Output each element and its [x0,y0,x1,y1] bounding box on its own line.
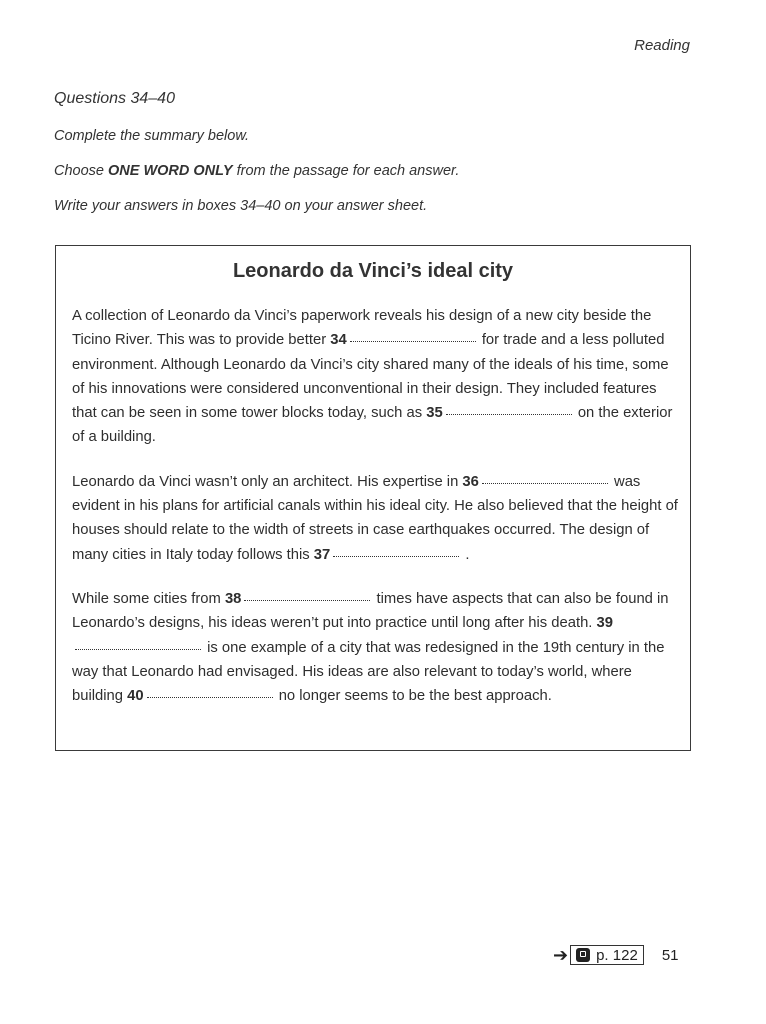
answer-key-page: p. 122 [596,946,638,964]
answer-blank-37[interactable] [333,555,459,557]
question-37-number: 37 [313,546,331,563]
answer-blank-36[interactable] [482,482,608,484]
summary-box [55,245,691,751]
instruction-choose-pre: Choose [54,163,109,179]
page-footer [553,945,679,965]
p1-text-b: for trade and a less polluted environment. Although Leonardo da Vinci’s city shared many of the ideals of his time, some of his innovations were considered unconventional in their design. They included features that can be seen in some tower blocks today, such as [72,332,669,422]
answer-key-icon [576,948,590,962]
instruction-complete: Complete the summary below. [54,128,250,144]
right-arrow-icon: ➔ [553,945,569,965]
p2-text-b: was evident in his plans for artificial canals within his ideal city. He also believed that the height of houses should relate to the width of streets in case earthquakes occurred. The design of many cities in Italy today follows this [72,473,678,563]
answer-blank-34[interactable] [350,340,476,342]
instructions [54,90,694,233]
answer-blank-38[interactable] [244,599,370,601]
p3-text-d: no longer seems to be the best approach. [274,688,552,705]
p1-text-c: on the exterior of a building. [72,405,673,446]
question-39-number: 39 [596,615,613,632]
questions-heading: Questions 34–40 [54,90,175,107]
p2-text-a: Leonardo da Vinci wasn’t only an architect. His expertise in [72,473,463,490]
summary-paragraph-2 [72,470,678,567]
question-40-number: 40 [127,688,144,705]
question-36-number: 36 [462,473,479,490]
question-34-number: 34 [330,332,347,349]
question-35-number: 35 [426,405,443,422]
question-38-number: 38 [224,590,242,607]
instruction-choose [54,163,694,179]
summary-title: Leonardo da Vinci’s ideal city [232,260,514,282]
instruction-write: Write your answers in boxes 34–40 on your answer sheet. [54,198,428,214]
p3-text-a: While some cities from [72,590,225,607]
summary-paragraph-1 [72,304,678,450]
summary-body [72,304,678,728]
section-label: Reading [634,37,690,54]
answer-blank-40[interactable] [147,696,273,698]
p3-text-b: times have aspects that can also be found in Leonardo’s designs, his ideas weren’t put into practice until long after his death. [72,590,669,632]
p2-text-c: . [461,546,470,563]
answer-key-reference[interactable] [570,945,644,965]
instruction-choose-post: from the passage for each answer. [232,163,460,179]
page-number: 51 [661,946,679,964]
instruction-choose-bold: ONE WORD ONLY [108,163,233,179]
answer-blank-35[interactable] [446,413,572,415]
p1-text-a: A collection of Leonardo da Vinci’s paperwork reveals his design of a new city beside the Ticino River. This was to provide better [72,308,652,349]
summary-paragraph-3 [72,587,678,708]
answer-blank-39[interactable] [75,648,201,650]
p3-text-c: is one example of a city that was redesigned in the 19th century in the way that Leonardo had envisaged. His ideas are also relevant to today’s world, where building [72,639,665,705]
